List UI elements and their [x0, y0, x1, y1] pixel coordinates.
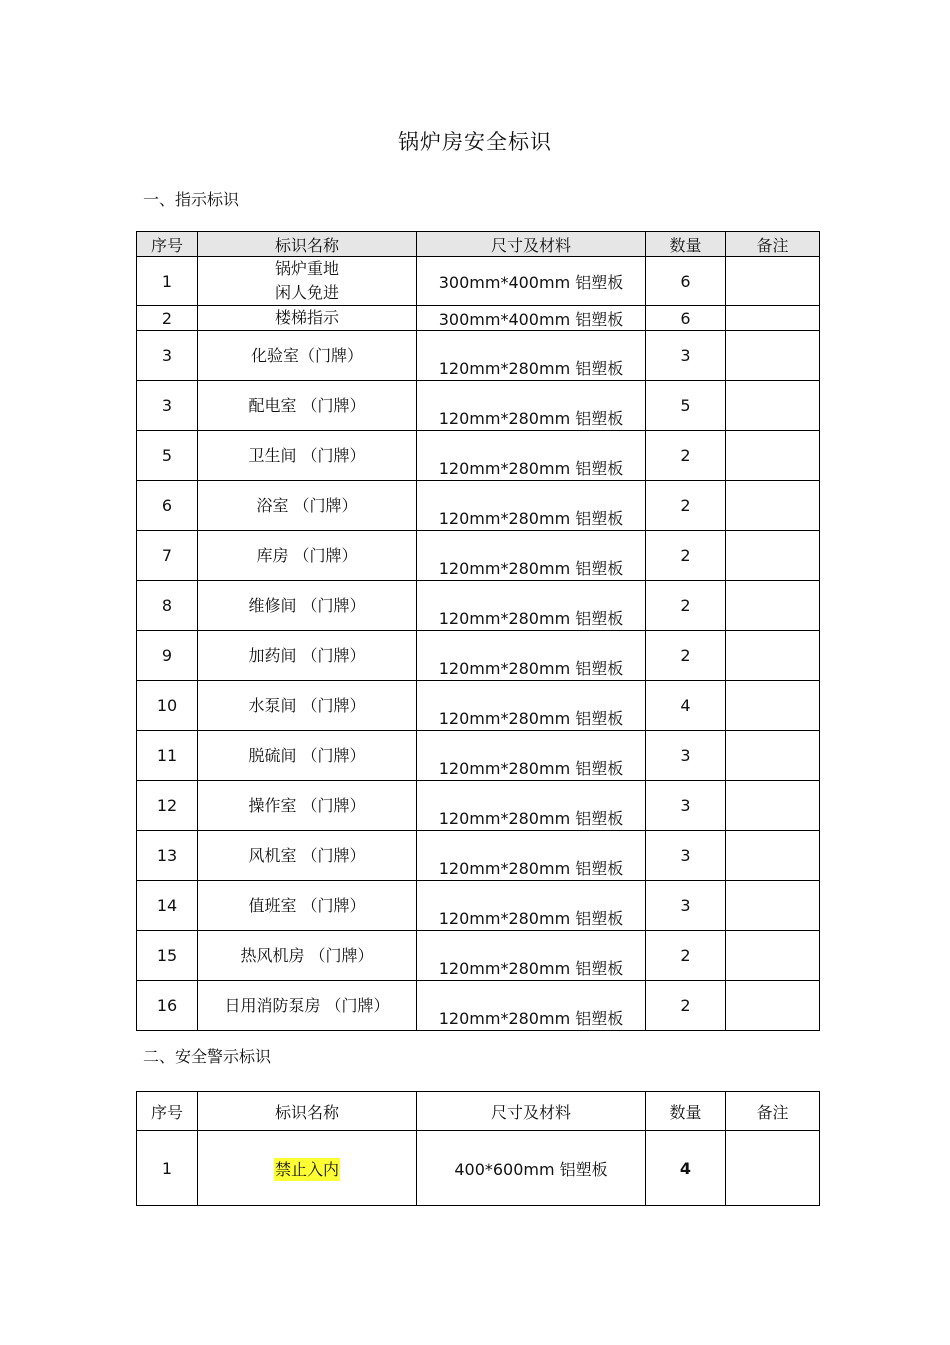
cell-size-material: 120mm*280mm 铝塑板: [417, 431, 646, 481]
cell-sign-name: [198, 581, 417, 631]
cell-size-material: 120mm*280mm 铝塑板: [417, 931, 646, 981]
section-heading-warning-signs: 二、安全警示标识: [143, 1047, 272, 1066]
cell-sign-name: [198, 481, 417, 531]
table-row: [137, 331, 820, 381]
cell-notes: [726, 931, 820, 981]
section-heading-indicator-signs: 一、指示标识: [143, 190, 240, 209]
cell-notes: [726, 331, 820, 381]
cell-number: 13: [137, 831, 198, 881]
column-header-number: 序号: [137, 232, 198, 257]
column-header-number: 序号: [137, 1092, 198, 1131]
cell-size-material: 300mm*400mm 铝塑板: [417, 306, 646, 331]
cell-sign-name: [198, 931, 417, 981]
column-header-sign-name: 标识名称: [198, 232, 417, 257]
sign-name-line: 锅炉重地: [274, 259, 339, 278]
cell-quantity: 2: [646, 631, 726, 681]
cell-notes: [726, 631, 820, 681]
table-row: [137, 381, 820, 431]
cell-sign-name: [198, 731, 417, 781]
cell-notes: [726, 781, 820, 831]
highlighted-sign-name: 禁止入内: [274, 1159, 339, 1179]
cell-sign-name: [198, 431, 417, 481]
cell-quantity: 2: [646, 981, 726, 1031]
cell-notes: [726, 681, 820, 731]
cell-notes: [726, 481, 820, 531]
sign-name-line: 楼梯指示: [274, 308, 339, 327]
cell-quantity: 2: [646, 531, 726, 581]
cell-number: 3: [137, 331, 198, 381]
sign-name-line: 库房 （门牌）: [256, 545, 358, 565]
cell-quantity: 2: [646, 481, 726, 531]
table-row: [137, 481, 820, 531]
cell-size-material: 120mm*280mm 铝塑板: [417, 631, 646, 681]
table-row: [137, 1131, 820, 1206]
cell-number: 5: [137, 431, 198, 481]
indicator-signs-table: [136, 231, 820, 1031]
cell-sign-name: [198, 631, 417, 681]
cell-sign-name: [198, 831, 417, 881]
column-header-quantity: 数量: [646, 1092, 726, 1131]
cell-number: 1: [137, 257, 198, 306]
cell-size-material: 400*600mm 铝塑板: [417, 1131, 646, 1206]
sign-name-line: 卫生间 （门牌）: [248, 445, 366, 465]
cell-size-material: 120mm*280mm 铝塑板: [417, 881, 646, 931]
cell-sign-name: [198, 257, 417, 306]
cell-size-material: 120mm*280mm 铝塑板: [417, 331, 646, 381]
table-row: [137, 931, 820, 981]
sign-name-line: 水泵间 （门牌）: [248, 695, 366, 715]
cell-notes: [726, 831, 820, 881]
cell-notes: [726, 531, 820, 581]
cell-quantity: 3: [646, 331, 726, 381]
table-row: [137, 581, 820, 631]
cell-sign-name: [198, 681, 417, 731]
sign-name-line: 浴室 （门牌）: [256, 495, 358, 515]
table-row: [137, 831, 820, 881]
table-header-row: [137, 232, 820, 257]
cell-quantity: 3: [646, 831, 726, 881]
cell-size-material: 120mm*280mm 铝塑板: [417, 381, 646, 431]
sign-name-line: 化验室（门牌）: [250, 345, 363, 365]
cell-sign-name: [198, 306, 417, 331]
cell-size-material: 120mm*280mm 铝塑板: [417, 481, 646, 531]
sign-name-line: 闲人免进: [274, 283, 339, 302]
cell-quantity: 6: [646, 306, 726, 331]
cell-notes: [726, 257, 820, 306]
cell-notes: [726, 306, 820, 331]
sign-name-line: 加药间 （门牌）: [248, 645, 366, 665]
cell-quantity: 6: [646, 257, 726, 306]
column-header-quantity: 数量: [646, 232, 726, 257]
cell-size-material: 120mm*280mm 铝塑板: [417, 781, 646, 831]
table-row: [137, 306, 820, 331]
cell-number: 2: [137, 306, 198, 331]
cell-size-material: 120mm*280mm 铝塑板: [417, 731, 646, 781]
table-row: [137, 681, 820, 731]
sign-name-line: 配电室 （门牌）: [248, 395, 366, 415]
cell-size-material: 120mm*280mm 铝塑板: [417, 681, 646, 731]
sign-name-line: 热风机房 （门牌）: [240, 945, 374, 965]
cell-quantity: 3: [646, 731, 726, 781]
cell-size-material: 300mm*400mm 铝塑板: [417, 257, 646, 306]
cell-size-material: 120mm*280mm 铝塑板: [417, 981, 646, 1031]
cell-notes: [726, 381, 820, 431]
cell-sign-name: [198, 881, 417, 931]
cell-quantity: 4: [646, 681, 726, 731]
sign-name-line: 风机室 （门牌）: [248, 845, 366, 865]
cell-sign-name: [198, 981, 417, 1031]
cell-sign-name: [198, 381, 417, 431]
table-row: [137, 257, 820, 306]
cell-quantity: 2: [646, 431, 726, 481]
column-header-sign-name: 标识名称: [198, 1092, 417, 1131]
cell-quantity: 4: [646, 1131, 726, 1206]
cell-size-material: 120mm*280mm 铝塑板: [417, 831, 646, 881]
cell-quantity: 2: [646, 581, 726, 631]
cell-number: 12: [137, 781, 198, 831]
cell-number: 1: [137, 1131, 198, 1206]
cell-notes: [726, 431, 820, 481]
cell-sign-name: [198, 781, 417, 831]
column-header-size-material: 尺寸及材料: [417, 1092, 646, 1131]
indicator-signs-table-body: [137, 257, 820, 1031]
cell-number: 7: [137, 531, 198, 581]
table-row: [137, 781, 820, 831]
column-header-size-material: 尺寸及材料: [417, 232, 646, 257]
cell-number: 16: [137, 981, 198, 1031]
cell-quantity: 3: [646, 881, 726, 931]
cell-sign-name: [198, 331, 417, 381]
sign-name-line: 维修间 （门牌）: [248, 595, 366, 615]
document-title: 锅炉房安全标识: [398, 130, 552, 154]
cell-number: 15: [137, 931, 198, 981]
cell-notes: [726, 1131, 820, 1206]
cell-number: 6: [137, 481, 198, 531]
table-row: [137, 631, 820, 681]
sign-name-line: 脱硫间 （门牌）: [248, 745, 366, 765]
table-row: [137, 881, 820, 931]
cell-notes: [726, 881, 820, 931]
cell-quantity: 3: [646, 781, 726, 831]
sign-name-line: 日用消防泵房 （门牌）: [224, 995, 390, 1015]
cell-number: 10: [137, 681, 198, 731]
cell-number: 11: [137, 731, 198, 781]
column-header-notes: 备注: [726, 1092, 820, 1131]
cell-number: 9: [137, 631, 198, 681]
cell-quantity: 5: [646, 381, 726, 431]
sign-name-line: 值班室 （门牌）: [248, 895, 366, 915]
column-header-notes: 备注: [726, 232, 820, 257]
cell-notes: [726, 581, 820, 631]
cell-sign-name: [198, 1131, 417, 1206]
table-header-row: [137, 1092, 820, 1131]
table-row: [137, 431, 820, 481]
cell-number: 8: [137, 581, 198, 631]
table-row: [137, 731, 820, 781]
table-row: [137, 531, 820, 581]
sign-name-line: 操作室 （门牌）: [248, 795, 366, 815]
cell-size-material: 120mm*280mm 铝塑板: [417, 531, 646, 581]
cell-number: 14: [137, 881, 198, 931]
cell-number: 3: [137, 381, 198, 431]
warning-signs-table: [136, 1091, 820, 1206]
cell-notes: [726, 731, 820, 781]
cell-sign-name: [198, 531, 417, 581]
table-row: [137, 981, 820, 1031]
cell-quantity: 2: [646, 931, 726, 981]
cell-notes: [726, 981, 820, 1031]
cell-size-material: 120mm*280mm 铝塑板: [417, 581, 646, 631]
